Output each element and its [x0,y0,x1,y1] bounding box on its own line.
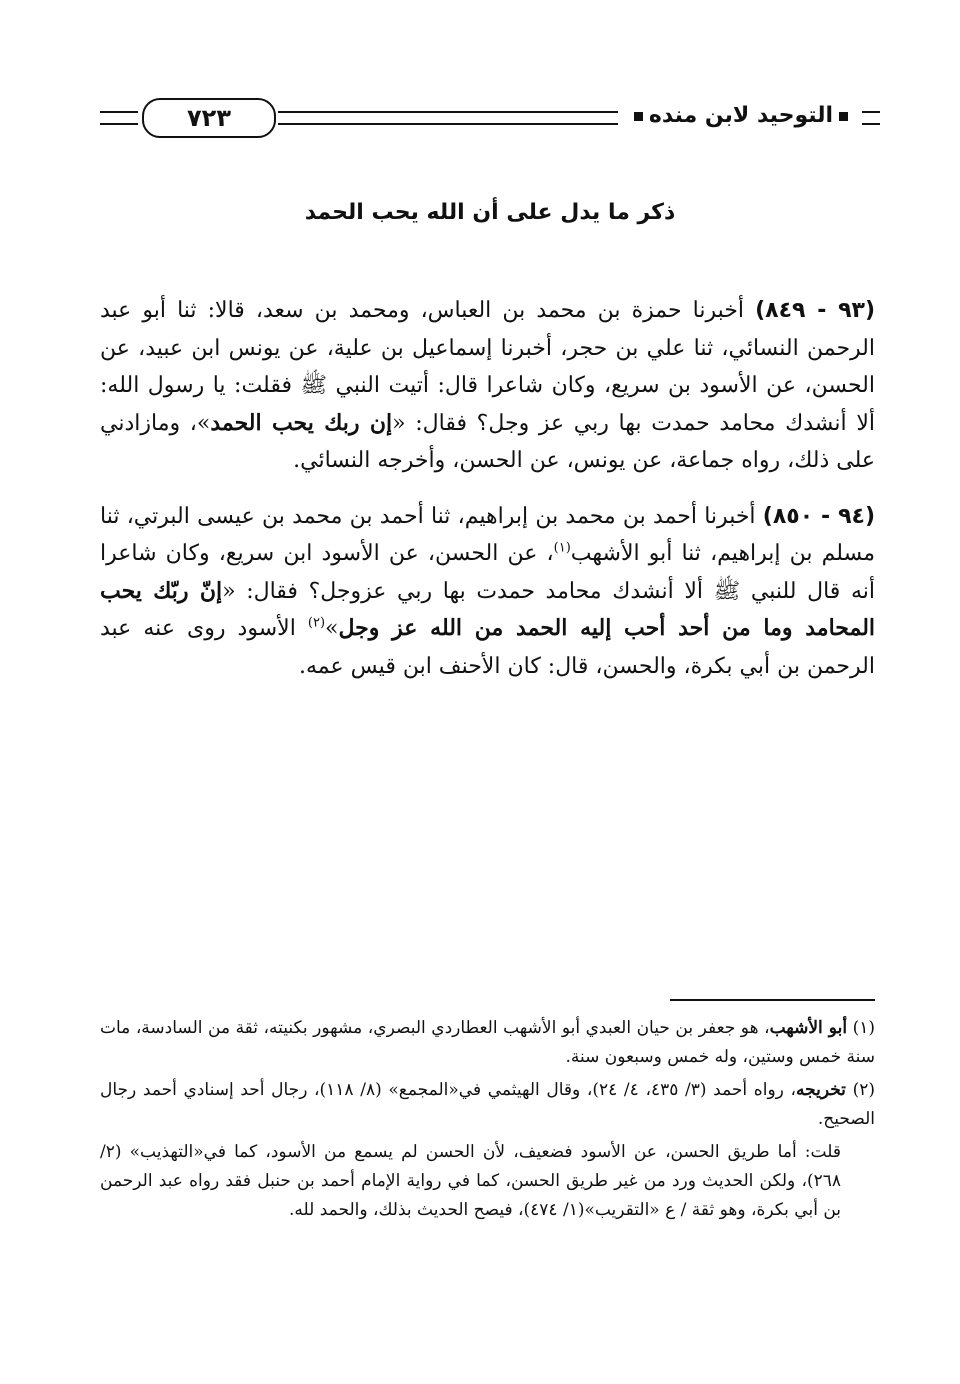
hadith-number: (٩٤ - ٨٥٠) [762,503,875,529]
footnote-1 [100,1014,875,1072]
hadith-quote: إنّ ربّك يحب المحامد وما من أحد أحب إليه الحمد من الله عز وجل [100,577,876,641]
book-title-text: التوحيد لابن منده [648,103,834,128]
page-number: ٧٢٣ [142,98,276,138]
footnote-label: (١) [852,1018,875,1038]
header-rule-left [100,111,138,125]
footnote-marker-2[interactable]: (٢) [307,615,326,631]
footnote-term: أبو الأشهب [769,1018,848,1038]
footnotes [100,1014,875,1229]
hadith-quote: إن ربك يحب الحمد [210,409,393,436]
hadith-text: أخبرنا حمزة بن محمد بن العباس، ومحمد بن سعد، قالا: ثنا أبو عبد الرحمن النسائي، ثنا علي بن حجر، أخبرنا إسماعيل بن علية، عن يونس ابن عبيد، عن الحسن، عن الأسود بن سريع، وكان شاعرا قال: أتيت النبي ﷺ فقلت: يا رسول الله: ألا أنشدك محامد حمدت بها ربي عز وجل؟ فقال: « [100,298,875,436]
section-heading: ذكر ما يدل على أن الله يحب الحمد [304,200,676,225]
page-header [100,92,880,144]
square-ornament-icon [839,112,848,121]
footnote-separator [670,999,875,1001]
footnote-text: ، رواه أحمد (٣/ ٤٣٥، ٤/ ٢٤)، وقال الهيثمي في«المجمع» (٨/ ١١٨)، رجال أحد إسنادي أحمد رجال الصحيح. [100,1080,875,1129]
hadith-text: أخبرنا أحمد بن محمد بن إبراهيم، ثنا أحمد بن محمد بن عيسى البرتي، ثنا مسلم بن إبراهيم، ثنا أبو الأشهب [100,503,876,566]
footnote-label: (٢) [852,1080,875,1100]
footnote-2 [100,1076,875,1134]
hadith-text: ، عن الحسن، عن الأسود ابن سريع، وكان شاعرا أنه قال للنبي ﷺ ألا أنشدك محامد حمدت بها ربي عزوجل؟ فقال: « [100,541,875,604]
footnote-2-note: قلت: أما طريق الحسن، عن الأسود فضعيف، لأن الحسن لم يسمع من الأسود، كما في«التهذيب» (٢/ ٢٦٨)، ولكن الحديث ورد من غير طريق الحسن، كما في رواية الإمام أحمد بن حنبل فقد رواه عبد الرحمن بن أبي بكرة، وهو ثقة / ع «التقريب»(١/ ٤٧٤)، فيصح الحديث بذلك، والحمد لله. [100,1142,841,1220]
square-ornament-icon [634,112,643,121]
book-title [626,96,856,136]
hadith-text: » [325,616,339,641]
hadith-paragraph-2 [100,498,875,686]
footnote-text: ، هو جعفر بن حيان العبدي أبو الأشهب العطاردي البصري، مشهور بكنيته، ثقة من السادسة، مات سنة خمس وستين، وله خمس وسبعون سنة. [100,1018,875,1067]
header-rule-middle [278,111,618,125]
header-rule-right [862,111,880,125]
footnote-term: تخريجه [796,1080,846,1100]
hadith-text: الأسود روى عنه عبد الرحمن بن أبي بكرة، والحسن، قال: كان الأحنف ابن قيس عمه. [100,616,875,679]
hadith-text: »، ومازادني على ذلك، رواه جماعة، عن يونس، عن الحسن، وأخرجه النسائي. [100,410,875,473]
hadith-number: (٩٣ - ٨٤٩) [755,298,876,323]
footnote-marker-1[interactable]: (١) [553,540,571,556]
hadith-paragraph-1 [100,292,875,480]
main-text [100,292,875,703]
